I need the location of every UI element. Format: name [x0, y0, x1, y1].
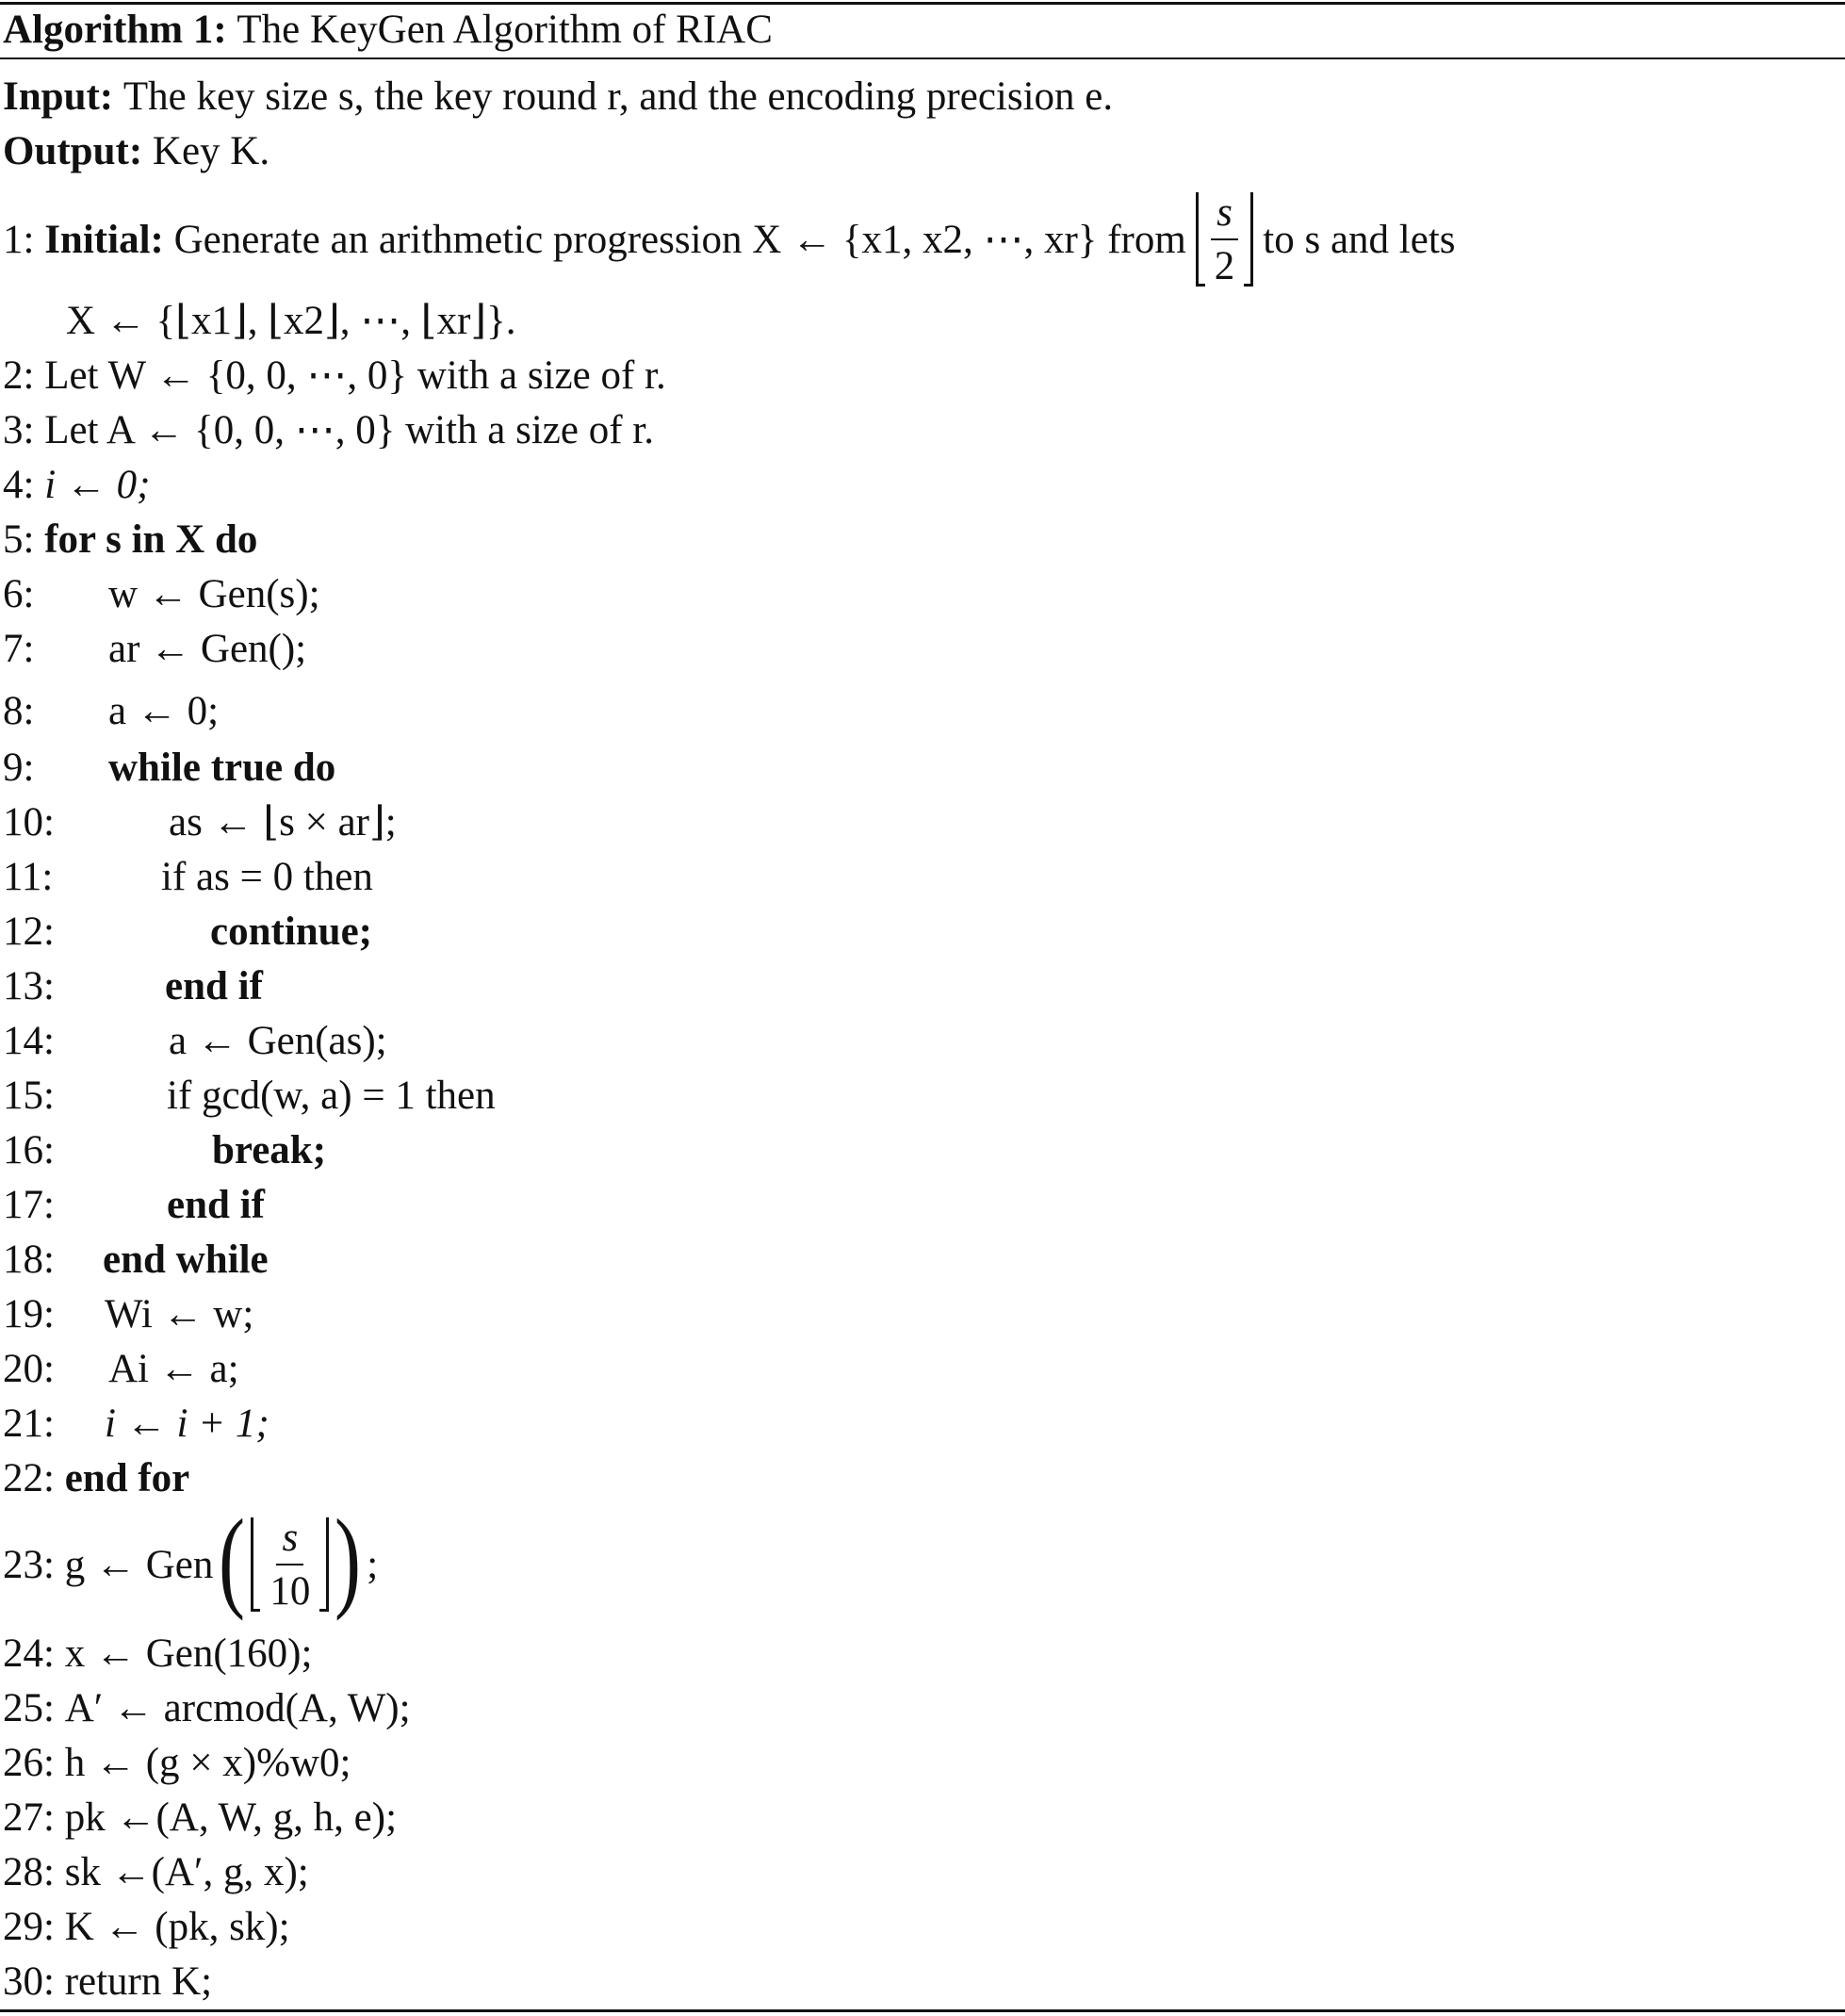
step-21: 21: i ← i + 1; [3, 1401, 269, 1446]
step-4: 4: i ← 0; [3, 462, 151, 507]
step-29: 29: K ← (pk, sk); [3, 1904, 290, 1949]
algorithm-label: Algorithm 1: [3, 7, 227, 52]
step-18: 18: end while [3, 1237, 269, 1282]
step-11: 11: if as = 0 then [3, 854, 373, 899]
step-text-tail: to s and lets [1263, 217, 1456, 262]
fraction: $\frac{s}{10}$ [269, 1516, 311, 1614]
step-17: 17: end if [3, 1182, 265, 1227]
keyword-initial: Initial: [44, 217, 164, 262]
step-30: 30: return K; [3, 1959, 213, 2004]
output-label: Output: [3, 128, 143, 173]
step-25: 25: A′ ← arcmod(A, W); [3, 1685, 411, 1730]
step-27: 27: pk ←(A, W, g, h, e); [3, 1795, 398, 1840]
step-14: 14: a ← Gen(as); [3, 1018, 387, 1063]
step-2: 2: Let W ← {0, 0, ⋯, 0} with a size of r. [3, 352, 666, 398]
step-5: 5: for s in X do [3, 516, 258, 562]
step-20: 20: Ai ← a; [3, 1346, 239, 1391]
input-text: The key size s, the key round r, and the encoding precision e. [122, 74, 1114, 119]
output-line [3, 124, 269, 177]
input-label: Input: [3, 74, 114, 119]
step-9: 9: while true do [3, 745, 336, 790]
step-3: 3: Let A ← {0, 0, ⋯, 0} with a size of r. [3, 407, 654, 452]
step-8: 8: a ← 0; [3, 688, 220, 733]
step-1 [3, 183, 1456, 296]
fraction: $\frac{s}{2}$ [1209, 192, 1241, 287]
bottom-rule [0, 2009, 1845, 2012]
step-12: 12: continue; [3, 909, 372, 954]
algorithm-title: The KeyGen Algorithm of RIAC [237, 7, 773, 52]
step-7: 7: ar ← Gen(); [3, 626, 307, 671]
step-16: 16: break; [3, 1127, 327, 1172]
floor-bracket [251, 1517, 329, 1612]
step-15: 15: if gcd(w, a) = 1 then [3, 1073, 496, 1118]
step-23: 23: g ← Gen ( $\frac{s}{10}$ ) ; [3, 1496, 379, 1621]
right-paren: ) [335, 1496, 362, 1621]
step-10: 10: as ← ⌊s × ar⌋; [3, 799, 397, 844]
step-26: 26: h ← (g × x)%w0; [3, 1740, 351, 1785]
step-19: 19: Wi ← w; [3, 1291, 254, 1336]
step-text: Generate an arithmetic progression X ← {x1, x2, ⋯, xr} from [173, 217, 1186, 262]
step-text: g ← Gen [64, 1542, 214, 1587]
step-13: 13: end if [3, 963, 263, 1008]
header-rule [0, 57, 1845, 59]
line-number: 1: [3, 217, 35, 262]
floor-bracket [1196, 192, 1254, 287]
left-paren: ( [219, 1496, 246, 1621]
step-6: 6: w ← Gen(s); [3, 571, 320, 616]
step-text: X ← {⌊x1⌋, ⌊x2⌋, ⋯, ⌊xr⌋}. [66, 298, 516, 343]
algorithm-header [3, 3, 773, 56]
step-24: 24: x ← Gen(160); [3, 1631, 313, 1676]
step-22: 22: end for [3, 1455, 190, 1500]
step-28: 28: sk ←(A′, g, x); [3, 1849, 309, 1894]
step-1-continued [66, 294, 516, 347]
output-text: Key K. [152, 128, 270, 173]
input-line [3, 70, 1113, 123]
